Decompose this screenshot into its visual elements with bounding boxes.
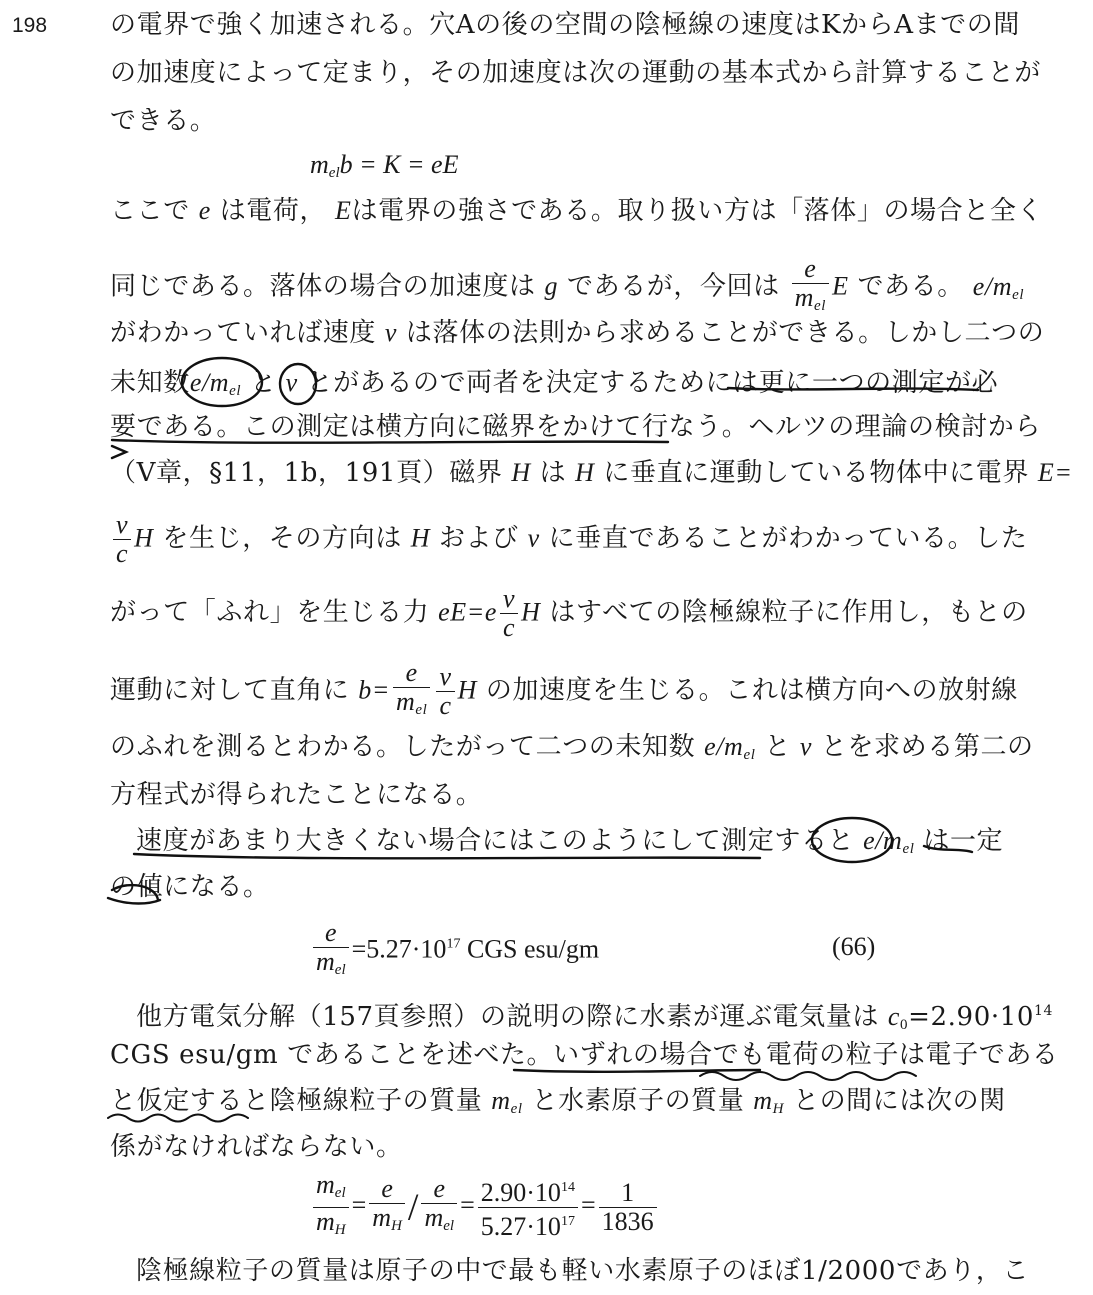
equation-number: (66) [832, 932, 876, 961]
text-line: 他方電気分解（157頁参照）の説明の際に水素が運ぶ電気量は $c_0=2.90\cdot 10^{14}$ [136, 1002, 1053, 1033]
page-number: 198 [12, 14, 48, 37]
text-line: のふれを測るとわかる。したがって二つの未知数 $e/m_{el}$ と v とを求める第二の [110, 732, 1034, 763]
text-line: 陰極線粒子の質量は原子の中で最も軽い水素原子のほぼ1/2000であり，こ [136, 1256, 1030, 1286]
equation-66: $\frac{e}{m_{el}}$ $=5.27\cdot 10^{17}$ CGS esu/gm [310, 920, 599, 983]
text-line: CGS esu/gm であることを述べた。いずれの場合でも電荷の粒子は電子である [110, 1040, 1059, 1070]
equation-newton: $m_{el}b = K$ = eE [310, 150, 459, 181]
text-line: がって「ふれ」を生じる力 eE=e $\frac{v}{c}$ H はすべての陰極線粒子に作用し，もとの [110, 584, 1028, 642]
text-line: $\frac{v}{c}$ H を生じ，その方向は H および v に垂直であることがわかっている。した [110, 512, 1027, 567]
text-line: ここで e は電荷， Eは電界の強さである。取り扱い方は「落体」の場合と全く [110, 196, 1044, 226]
text-line: できる。 [110, 106, 217, 136]
text-line: の加速度によって定まり，その加速度は次の運動の基本式から計算することが [110, 58, 1042, 88]
text-line: 要である。この測定は横方向に磁界をかけて行なう。ヘルツの理論の検討から [110, 412, 1042, 442]
equation-mass-ratio: $\frac{m_{el}}{m_H}$ = $\frac{e}{m_H}$ / $\frac{e}{m_{el}}$ = $\frac{2.90\cdot 10^{14}}{5.27\cdot 10^{17}}$ = $\frac{1}{1836}$ [310, 1172, 660, 1243]
text-line: 未知数$e/m_{el}$ と v とがあるので両者を決定するためには更に一つの測定が必 [110, 368, 999, 399]
text-line: 同じである。落体の場合の加速度は g であるが，今回は $\frac{e}{m_{el}}$ E である。 $e/m_{el}$ [110, 256, 1024, 319]
text-line: 速度があまり大きくない場合にはこのようにして測定すると $e/m_{el}$ は一定 [136, 826, 1004, 857]
text-line: の電界で強く加速される。穴Aの後の空間の陰極線の速度はKからAまでの間 [110, 10, 1020, 40]
text-line: （V章，§11，1b，191頁）磁界 H は H に垂直に運動している物体中に電界 E= [110, 458, 1073, 488]
text-line: がわかっていれば速度 v は落体の法則から求めることができる。しかし二つの [110, 318, 1045, 348]
wavy-underline-mark [700, 1072, 916, 1080]
text-line: 運動に対して直角に b= $\frac{e}{m_{el}}$ $\frac{v}{c}$ H の加速度を生じる。これは横方向への放射線 [110, 660, 1018, 723]
text-line: 方程式が得られたことになる。 [110, 780, 483, 810]
text-line: と仮定すると陰極線粒子の質量 $m_{el}$ と水素原子の質量 $m_H$ との間には次の関 [110, 1086, 1006, 1117]
arrow-mark [112, 446, 126, 458]
text-line: 係がなければならない。 [110, 1132, 403, 1162]
underline-mark [514, 1070, 760, 1072]
text-line: の値になる。 [110, 872, 270, 902]
